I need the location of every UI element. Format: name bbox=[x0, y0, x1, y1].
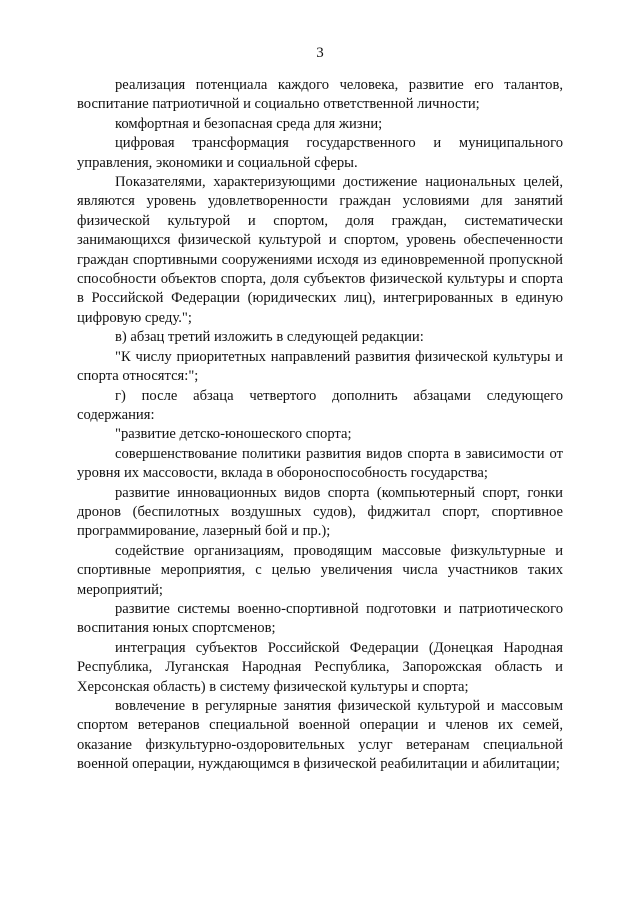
paragraph: "К числу приоритетных направлений развития физической культуры и спорта относятся:"; bbox=[77, 348, 563, 385]
paragraph: комфортная и безопасная среда для жизни; bbox=[115, 115, 383, 132]
paragraph: г) после абзаца четвертого дополнить абзацами следующего содержания: bbox=[77, 387, 563, 423]
paragraph: интеграция субъектов Российской Федерации (Донецкая Народная Республика, Луганская Народная Республика, Запорожская область и Херсонская область) в систему физической культуры и спорта; bbox=[77, 639, 563, 695]
page-number: 3 bbox=[316, 45, 324, 61]
paragraph: Показателями, характеризующими достижение национальных целей, являются уровень удовлетворенности граждан условиями для занятий физической культурой и спортом, доля граждан, систематически занимающихся физической культурой и спортом, уровень обеспеченности граждан спортивными сооружениями исходя из единовременной пропускной способности объектов спорта, доля субъектов физической культуры и спорта в Российской Федерации (юридических лиц), интегрированных в единую цифровую среду."; bbox=[77, 174, 563, 326]
document-body bbox=[77, 76, 563, 775]
paragraph: "развитие детско-юношеского спорта; bbox=[115, 426, 352, 443]
paragraph: в) абзац третий изложить в следующей редакции: bbox=[115, 329, 424, 346]
paragraph: развитие инновационных видов спорта (компьютерный спорт, гонки дронов (беспилотных воздушных судов), фиджитал спорт, спортивное программирование, лазерный бой и пр.); bbox=[77, 484, 563, 540]
paragraph: содействие организациям, проводящим массовые физкультурные и спортивные мероприятия, с целью увеличения числа участников таких мероприятий; bbox=[77, 542, 563, 598]
paragraph: реализация потенциала каждого человека, развитие его талантов, воспитание патриотичной и социально ответственной личности; bbox=[77, 77, 563, 113]
paragraph: вовлечение в регулярные занятия физической культурой и массовым спортом ветеранов специальной военной операции и членов их семей, оказание физкультурно-оздоровительных услуг ветеранам специальной военной операции, нуждающимся в физической реабилитации и абилитации; bbox=[77, 698, 563, 773]
paragraph: цифровая трансформация государственного и муниципального управления, экономики и социальной сферы. bbox=[77, 135, 563, 171]
paragraph: совершенствование политики развития видов спорта в зависимости от уровня их массовости, вклада в обороноспособность государства; bbox=[77, 445, 563, 482]
paragraph: развитие системы военно-спортивной подготовки и патриотического воспитания юных спортсменов; bbox=[77, 600, 563, 637]
